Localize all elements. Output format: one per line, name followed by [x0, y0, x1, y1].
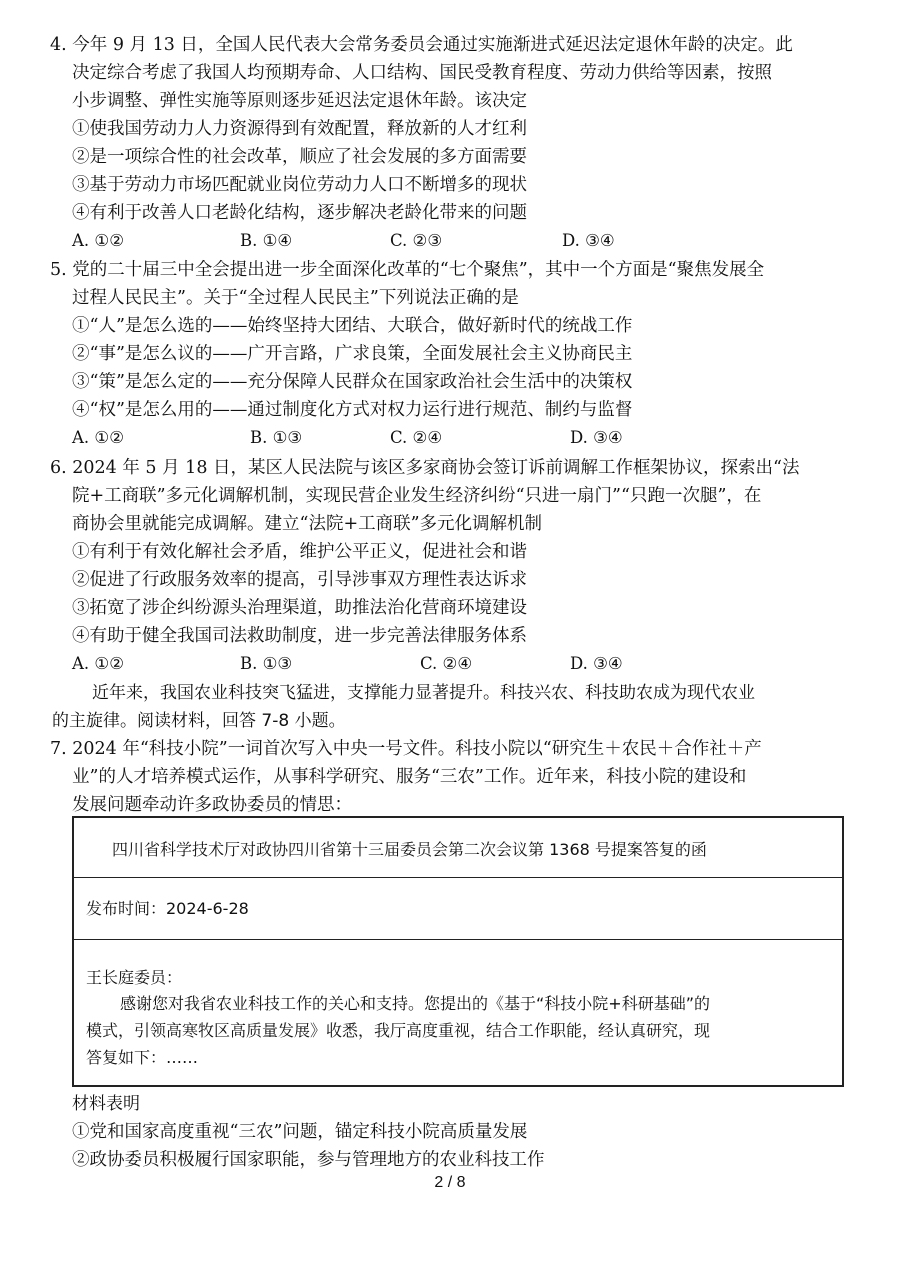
question-5-item-1: ①“人”是怎么选的——始终坚持大团结、大联合，做好新时代的统战工作 — [72, 316, 633, 336]
reply-letter-body-line-2: 模式，引领高寒牧区高质量发展》收悉，我厅高度重视，结合工作职能，经认真研究，现 — [86, 1021, 711, 1040]
question-4-option-a: A. ①② — [72, 231, 124, 250]
question-4-stem-line-2: 决定综合考虑了我国人均预期寿命、人口结构、国民受教育程度、劳动力供给等因素，按照 — [72, 63, 772, 83]
reply-letter-box — [72, 816, 844, 1087]
question-5-stem-line-2: 过程人民民主”。关于“全过程人民民主”下列说法正确的是 — [72, 288, 519, 308]
question-6-stem-line-2: 院+工商联”多元化调解机制，实现民营企业发生经济纠纷“只进一扇门”“只跑一次腿”，在 — [72, 486, 762, 506]
question-5-item-4: ④“权”是怎么用的——通过制度化方式对权力运行进行规范、制约与监督 — [72, 400, 633, 420]
question-6-item-4: ④有助于健全我国司法救助制度，进一步完善法律服务体系 — [72, 626, 527, 646]
question-6-item-2: ②促进了行政服务效率的提高，引导涉事双方理性表达诉求 — [72, 570, 527, 590]
question-7-stem-line-1: 7. 2024 年“科技小院”一词首次写入中央一号文件。科技小院以“研究生＋农民＋合作社＋产 — [50, 739, 762, 759]
question-4-stem-line-3: 小步调整、弹性实施等原则逐步延迟法定退休年龄。该决定 — [72, 91, 527, 111]
reply-letter-title-row — [74, 818, 842, 878]
question-6-stem-line-1: 6. 2024 年 5 月 18 日，某区人民法院与该区多家商协会签订诉前调解工作框架协议，探索出“法 — [50, 458, 800, 478]
question-5-option-a: A. ①② — [72, 428, 124, 447]
reply-letter-salutation: 王长庭委员： — [86, 968, 183, 987]
question-4-item-4: ④有利于改善人口老龄化结构，逐步解决老龄化带来的问题 — [72, 203, 527, 223]
question-6-option-a: A. ①② — [72, 654, 124, 673]
question-7-item-2: ②政协委员积极履行国家职能，参与管理地方的农业科技工作 — [72, 1150, 545, 1170]
reply-letter-body-line-1: 感谢您对我省农业科技工作的关心和支持。您提出的《基于“科技小院+科研基础”的 — [120, 994, 710, 1013]
reply-letter-date: 发布时间：2024-6-28 — [86, 899, 249, 918]
question-4-option-d: D. ③④ — [562, 231, 615, 250]
question-6-option-d: D. ③④ — [570, 654, 623, 673]
question-4-item-3: ③基于劳动力市场匹配就业岗位劳动力人口不断增多的现状 — [72, 175, 527, 195]
question-6-item-1: ①有利于有效化解社会矛盾，维护公平正义，促进社会和谐 — [72, 542, 527, 562]
question-4-option-c: C. ②③ — [390, 231, 443, 250]
question-4-option-b: B. ①④ — [240, 231, 293, 250]
question-4-item-1: ①使我国劳动力人力资源得到有效配置，释放新的人才红利 — [72, 119, 527, 139]
question-5-item-2: ②“事”是怎么议的——广开言路，广求良策，全面发展社会主义协商民主 — [72, 344, 633, 364]
question-6-option-b: B. ①③ — [240, 654, 293, 673]
question-5-stem-line-1: 5. 党的二十届三中全会提出进一步全面深化改革的“七个聚焦”，其中一个方面是“聚焦发展全 — [50, 260, 765, 280]
material-label: 材料表明 — [72, 1094, 140, 1114]
question-5-option-b: B. ①③ — [250, 428, 303, 447]
reply-letter-date-row — [74, 878, 842, 940]
question-6-stem-line-3: 商协会里就能完成调解。建立“法院+工商联”多元化调解机制 — [72, 514, 543, 534]
intro-line-2: 的主旋律。阅读材料，回答 7-8 小题。 — [52, 711, 346, 731]
question-7-item-1: ①党和国家高度重视“三农”问题，锚定科技小院高质量发展 — [72, 1122, 528, 1142]
question-4-stem-line-1: 4. 今年 9 月 13 日，全国人民代表大会常务委员会通过实施渐进式延迟法定退休年龄的决定。此 — [50, 35, 793, 55]
question-7-stem-line-3: 发展问题牵动许多政协委员的情思： — [72, 795, 352, 815]
question-4-item-2: ②是一项综合性的社会改革，顺应了社会发展的多方面需要 — [72, 147, 527, 167]
reply-letter-title: 四川省科学技术厅对政协四川省第十三届委员会第二次会议第 1368 号提案答复的函 — [112, 840, 707, 859]
question-5-item-3: ③“策”是怎么定的——充分保障人民群众在国家政治社会生活中的决策权 — [72, 372, 633, 392]
question-6-option-c: C. ②④ — [420, 654, 473, 673]
question-5-option-c: C. ②④ — [390, 428, 443, 447]
question-5-option-d: D. ③④ — [570, 428, 623, 447]
question-7-stem-line-2: 业”的人才培养模式运作，从事科学研究、服务“三农”工作。近年来，科技小院的建设和 — [72, 767, 747, 787]
question-6-item-3: ③拓宽了涉企纠纷源头治理渠道，助推法治化营商环境建设 — [72, 598, 527, 618]
intro-line-1: 近年来，我国农业科技突飞猛进，支撑能力显著提升。科技兴农、科技助农成为现代农业 — [92, 683, 755, 703]
reply-letter-body-line-3: 答复如下：…… — [86, 1048, 199, 1067]
page-number: 2 / 8 — [434, 1174, 466, 1191]
